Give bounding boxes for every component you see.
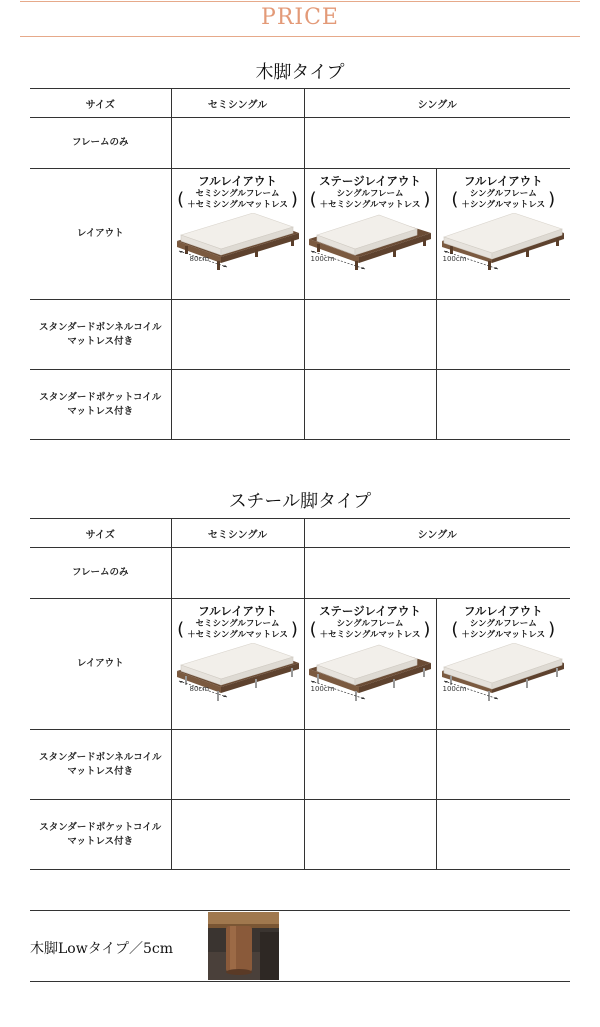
semi-single-header: セミシングル [171, 519, 304, 548]
frame-only-semi-single-cell [171, 118, 304, 169]
layout-title: ステージレイアウト [319, 604, 421, 618]
layout-subtitle: ( セミシングルフレーム ＋セミシングルマットレス ) [177, 189, 298, 210]
size-header: サイズ [30, 89, 171, 118]
pocket-cell [171, 370, 304, 440]
band-top-rule [30, 910, 570, 911]
layout-title: フルレイアウト [463, 604, 543, 618]
wooden-leg-photo-icon [208, 912, 279, 980]
bonnell-cell [304, 730, 436, 800]
frame-only-label: フレームのみ [30, 118, 171, 169]
bonnell-cell [436, 730, 570, 800]
layout-label: レイアウト [30, 599, 171, 730]
width-label: 80cm [189, 255, 210, 263]
layout-cell-1 [171, 599, 304, 730]
bonnell-coil-label: スタンダードボンネルコイル マットレス付き [30, 300, 171, 370]
price-table-steel-leg [30, 518, 570, 870]
bonnell-cell [171, 300, 304, 370]
frame-only-single-cell [304, 118, 570, 169]
layout-subtitle: ( セミシングルフレーム ＋セミシングルマットレス ) [177, 619, 298, 640]
header-top-rule [20, 1, 580, 2]
section-title-steel-leg: スチール脚タイプ [228, 491, 372, 512]
width-label: 100cm [442, 685, 467, 693]
layout-title: フルレイアウト [198, 174, 277, 188]
bed-illustration-icon [440, 643, 566, 705]
frame-only-single-cell [304, 548, 570, 599]
layout-subtitle: ( シングルフレーム ＋シングルマットレス ) [451, 619, 556, 640]
width-label: 100cm [310, 685, 335, 693]
single-header: シングル [304, 89, 570, 118]
pocket-coil-label: スタンダードポケットコイル マットレス付き [30, 800, 171, 870]
width-label: 80cm [189, 685, 210, 693]
single-header: シングル [304, 519, 570, 548]
low-leg-label: 木脚Lowタイプ／5cm [30, 941, 174, 957]
layout-title: フルレイアウト [463, 174, 543, 188]
pocket-coil-label: スタンダードポケットコイル マットレス付き [30, 370, 171, 440]
layout-title: ステージレイアウト [319, 174, 421, 188]
frame-only-semi-single-cell [171, 548, 304, 599]
pocket-cell [304, 370, 436, 440]
header-bottom-rule [20, 36, 580, 37]
layout-cell-3 [436, 169, 570, 300]
bed-illustration-icon [175, 643, 301, 705]
frame-only-label: フレームのみ [30, 548, 171, 599]
pocket-cell [171, 800, 304, 870]
bed-illustration-icon [175, 213, 301, 275]
bonnell-coil-label: スタンダードボンネルコイル マットレス付き [30, 730, 171, 800]
layout-subtitle: ( シングルフレーム ＋シングルマットレス ) [451, 189, 556, 210]
bonnell-cell [304, 300, 436, 370]
bed-illustration-icon [307, 213, 433, 275]
pocket-cell [304, 800, 436, 870]
section-title-wood-leg: 木脚タイプ [255, 62, 345, 83]
low-leg-band [30, 910, 570, 982]
layout-cell-1 [171, 169, 304, 300]
width-label: 100cm [310, 255, 335, 263]
price-table-wood-leg [30, 88, 570, 440]
pocket-cell [436, 370, 570, 440]
layout-subtitle: ( シングルフレーム ＋セミシングルマットレス ) [309, 619, 431, 640]
bed-illustration-icon [440, 213, 566, 275]
layout-cell-3 [436, 599, 570, 730]
pocket-cell [436, 800, 570, 870]
layout-label: レイアウト [30, 169, 171, 300]
layout-cell-2 [304, 169, 436, 300]
bonnell-cell [171, 730, 304, 800]
layout-cell-2 [304, 599, 436, 730]
width-label: 100cm [442, 255, 467, 263]
layout-subtitle: ( シングルフレーム ＋セミシングルマットレス ) [309, 189, 431, 210]
price-header [20, 0, 580, 38]
semi-single-header: セミシングル [171, 89, 304, 118]
price-title: PRICE [261, 5, 339, 30]
bed-illustration-icon [307, 643, 433, 705]
size-header: サイズ [30, 519, 171, 548]
bonnell-cell [436, 300, 570, 370]
layout-title: フルレイアウト [198, 604, 277, 618]
band-bottom-rule [30, 981, 570, 982]
